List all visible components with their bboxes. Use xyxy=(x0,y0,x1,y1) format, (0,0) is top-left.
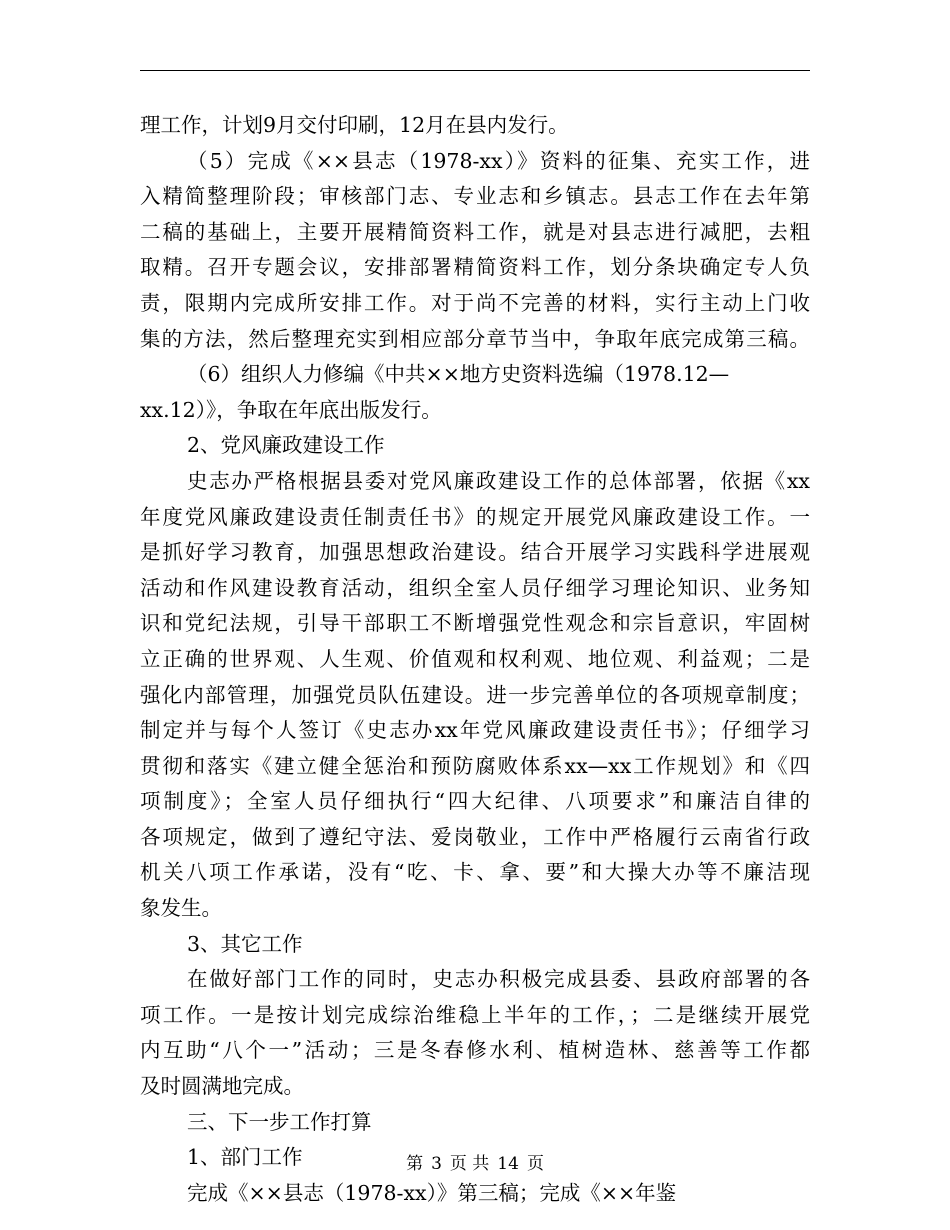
header-rule xyxy=(140,70,810,71)
text-line: 象发生。 xyxy=(140,896,222,921)
text-line: 二稿的基础上，主要开展精简资料工作，就是对县志进行减肥，去粗 xyxy=(140,219,810,244)
text-line: 责，限期内完成所安排工作。对于尚不完善的材料，实行主动上门收 xyxy=(140,290,810,315)
text-line: 取精。召开专题会议，安排部署精简资料工作，划分条块确定专人负 xyxy=(140,255,810,280)
text-line: xx.12）》，争取在年底出版发行。 xyxy=(140,397,442,422)
text-line: 完成《××县志（1978-xx）》第三稿；完成《××年鉴 xyxy=(187,1180,677,1205)
section-heading: 三、下一步工作打算 xyxy=(187,1109,372,1134)
text-line: 活动和作风建设教育活动，组织全室人员仔细学习理论知识、业务知 xyxy=(140,575,810,600)
text-line: 内互助“八个一”活动；三是冬春修水利、植树造林、慈善等工作都 xyxy=(140,1038,810,1063)
section-heading: 3、其它工作 xyxy=(187,931,303,956)
text-line: 及时圆满地完成。 xyxy=(140,1074,304,1099)
page-label-suffix: 页 xyxy=(526,1154,544,1174)
page-label-middle: 页 共 xyxy=(449,1154,490,1174)
text-line: 贯彻和落实《建立健全惩治和预防腐败体系xx—xx工作规划》和《四 xyxy=(140,753,810,778)
text-line: 是抓好学习教育，加强思想政治建设。结合开展学习实践科学进展观 xyxy=(140,540,810,565)
text-line: 史志办严格根据县委对党风廉政建设工作的总体部署，依据《xx xyxy=(187,468,810,493)
text-line: 强化内部管理，加强党员队伍建设。进一步完善单位的各项规章制度； xyxy=(140,682,810,707)
page-footer xyxy=(0,1152,950,1176)
page-label-prefix: 第 xyxy=(406,1154,424,1174)
text-line: 项制度》；全室人员仔细执行“四大纪律、八项要求”和廉洁自律的 xyxy=(140,789,810,814)
text-line: 机关八项工作承诺，没有“吃、卡、拿、要”和大操大办等不廉洁现 xyxy=(140,860,810,885)
current-page-number: 3 xyxy=(431,1154,442,1174)
section-heading: 1、部门工作 xyxy=(187,1145,303,1170)
text-line: 年度党风廉政建设责任制责任书》的规定开展党风廉政建设工作。一 xyxy=(140,504,810,529)
text-line: 立正确的世界观、人生观、价值观和权利观、地位观、利益观；二是 xyxy=(140,646,810,671)
text-line: （6）组织人力修编《中共××地方史资料选编（1978.12— xyxy=(187,362,730,387)
total-pages-number: 14 xyxy=(497,1154,519,1174)
text-line: 制定并与每个人签订《史志办xx年党风廉政建设责任书》；仔细学习 xyxy=(140,718,810,743)
text-line: （5）完成《××县志（1978-xx）》资料的征集、充实工作，进 xyxy=(187,148,810,173)
document-body xyxy=(140,108,810,1211)
text-line: 识和党纪法规，引导干部职工不断增强党性观念和宗旨意识，牢固树 xyxy=(140,611,810,636)
text-line: 在做好部门工作的同时，史志办积极完成县委、县政府部署的各 xyxy=(187,967,810,992)
text-line: 入精简整理阶段；审核部门志、专业志和乡镇志。县志工作在去年第 xyxy=(140,184,810,209)
text-line: 各项规定，做到了遵纪守法、爱岗敬业，工作中严格履行云南省行政 xyxy=(140,824,810,849)
section-heading: 2、党风廉政建设工作 xyxy=(187,433,385,458)
text-line: 理工作，计划9月交付印刷，12月在县内发行。 xyxy=(140,113,569,137)
text-line: 项工作。一是按计划完成综治维稳上半年的工作，；二是继续开展党 xyxy=(140,1002,810,1027)
text-line: 集的方法，然后整理充实到相应部分章节当中，争取年底完成第三稿。 xyxy=(140,326,810,351)
